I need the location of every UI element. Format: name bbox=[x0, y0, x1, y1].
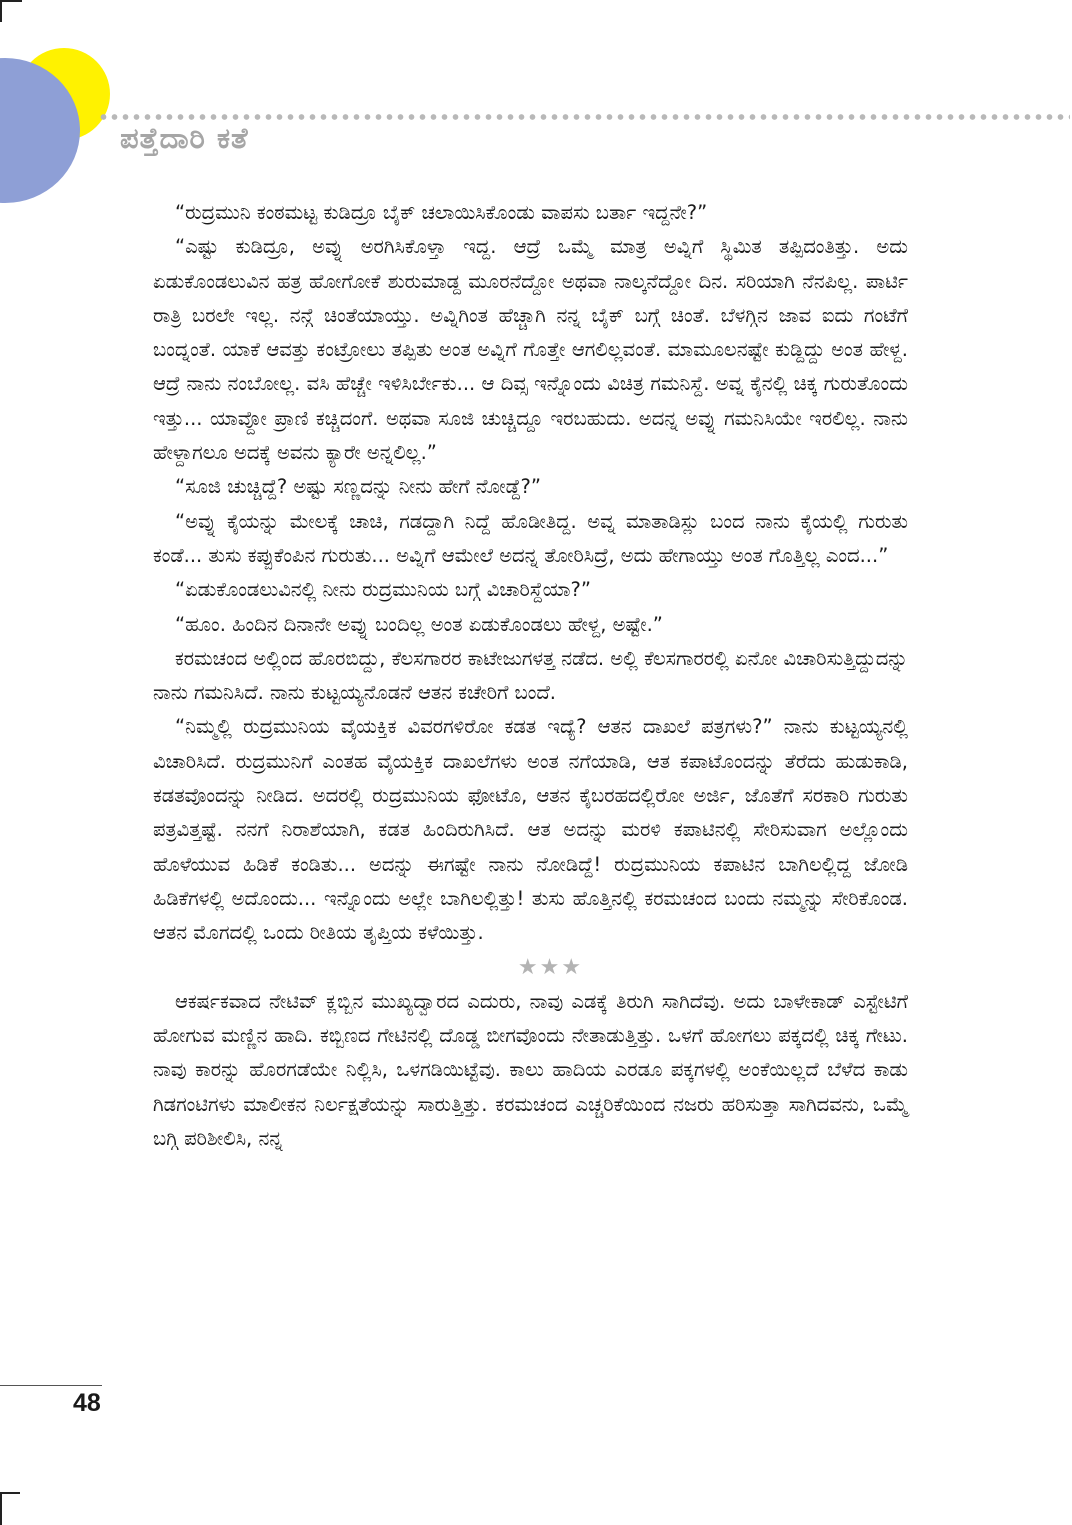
paragraph: “ರುದ್ರಮುನಿ ಕಂಠಮಟ್ಟ ಕುಡಿದ್ರೂ ಬೈಕ್ ಚಲಾಯಿಸಿಕೊಂಡು ವಾಪಸು ಬರ್ತಾ ಇದ್ದನೇ?” bbox=[175, 201, 708, 224]
paragraph: “ಏಡುಕೊಂಡಲುವಿನಲ್ಲಿ ನೀನು ರುದ್ರಮುನಿಯ ಬಗ್ಗೆ ವಿಚಾರಿಸ್ದೆಯಾ?” bbox=[175, 578, 591, 602]
section-separator-stars: ★★★ bbox=[517, 954, 584, 980]
crop-mark-top-left bbox=[0, 0, 2, 22]
paragraph: ಆಕರ್ಷಕವಾದ ನೇಟಿವ್ ಕ್ಲಬ್ಬಿನ ಮುಖ್ಯದ್ವಾರದ ಎದುರು, ನಾವು ಎಡಕ್ಕೆ ತಿರುಗಿ ಸಾಗಿದೆವು. ಅದು ಬಾಳೇಕಾಡ್ ಎಸ್ಟೇಟಿಗೆ ಹೋಗುವ ಮಣ್ಣಿನ ಹಾದಿ. ಕಬ್ಬಿಣದ ಗೇಟಿನಲ್ಲಿ ದೊಡ್ಡ ಬೀಗವೊಂದು ನೇತಾಡುತ್ತಿತ್ತು. ಒಳಗೆ ಹೋಗಲು ಪಕ್ಕದಲ್ಲಿ ಚಿಕ್ಕ ಗೇಟು. ನಾವು ಕಾರನ್ನು ಹೊರಗಡೆಯೇ ನಿಲ್ಲಿಸಿ, ಒಳಗಡಿಯಿಟ್ಟೆವು. ಕಾಲು ಹಾದಿಯ ಎರಡೂ ಪಕ್ಕಗಳಲ್ಲಿ ಅಂಕೆಯಿಲ್ಲದೆ ಬೆಳೆದ ಕಾಡು ಗಿಡಗಂಟಿಗಳು ಮಾಲೀಕನ ನಿರ್ಲಕ್ಷತೆಯನ್ನು ಸಾರುತ್ತಿತ್ತು. ಕರಮಚಂದ ಎಚ್ಚರಿಕೆಯಿಂದ ನಜರು ಹರಿಸುತ್ತಾ ಸಾಗಿದವನು, ಒಮ್ಮೆ ಬಗ್ಗಿ ಪರಿಶೀಲಿಸಿ, ನನ್ನ bbox=[153, 989, 908, 1151]
section-title: ಪತ್ತೆದಾರಿ ಕತೆ bbox=[120, 121, 249, 155]
paragraph: “ನಿಮ್ಮಲ್ಲಿ ರುದ್ರಮುನಿಯ ವೈಯಕ್ತಿಕ ವಿವರಗಳಿರೋ ಕಡತ ಇದ್ಯೆ? ಆತನ ದಾಖಲೆ ಪತ್ರಗಳು?” ನಾನು ಕುಟ್ಟಯ್ಯನಲ್ಲಿ ವಿಚಾರಿಸಿದೆ. ರುದ್ರಮುನಿಗೆ ಎಂತಹ ವೈಯಕ್ತಿಕ ದಾಖಲೆಗಳು ಅಂತ ನಗೆಯಾಡಿ, ಆತ ಕಪಾಟೊಂದನ್ನು ತೆರೆದು ಹುಡುಕಾಡಿ, ಕಡತವೊಂದನ್ನು ನೀಡಿದ. ಅದರಲ್ಲಿ ರುದ್ರಮುನಿಯ ಫೋಟೊ, ಆತನ ಕೈಬರಹದಲ್ಲಿರೋ ಅರ್ಜಿ, ಜೊತೆಗೆ ಸರಕಾರಿ ಗುರುತು ಪತ್ರವಿತ್ತಷ್ಟೆ. ನನಗೆ ನಿರಾಶೆಯಾಗಿ, ಕಡತ ಹಿಂದಿರುಗಿಸಿದೆ. ಆತ ಅದನ್ನು ಮರಳಿ ಕಪಾಟಿನಲ್ಲಿ ಸೇರಿಸುವಾಗ ಅಲ್ಲೊಂದು ಹೊಳೆಯುವ ಹಿಡಿಕೆ ಕಂಡಿತು... ಅದನ್ನು ಈಗಷ್ಟೇ ನಾನು ನೋಡಿದ್ದೆ! ರುದ್ರಮುನಿಯ ಕಪಾಟಿನ ಬಾಗಿಲಲ್ಲಿದ್ದ ಜೋಡಿ ಹಿಡಿಕೆಗಳಲ್ಲಿ ಅದೊಂದು... ಇನ್ನೊಂದು ಅಲ್ಲೇ ಬಾಗಿಲಲ್ಲಿತ್ತು! ತುಸು ಹೊತ್ತಿನಲ್ಲಿ ಕರಮಚಂದ ಬಂದು ನಮ್ಮನ್ನು ಸೇರಿಕೊಂಡ. ಆತನ ಮೊಗದಲ್ಲಿ ಒಂದು ರೀತಿಯ ತೃಪ್ತಿಯ ಕಳೆಯಿತ್ತು. bbox=[153, 715, 908, 945]
paragraph: “ಎಷ್ಟು ಕುಡಿದ್ರೂ, ಅವ್ನು ಅರಗಿಸಿಕೊಳ್ತಾ ಇದ್ದ. ಆದ್ರೆ ಒಮ್ಮೆ ಮಾತ್ರ ಅವ್ನಿಗೆ ಸ್ಥಿಮಿತ ತಪ್ಪಿದಂತಿತ್ತು. ಅದು ಏಡುಕೊಂಡಲುವಿನ ಹತ್ರ ಹೋಗೋಕೆ ಶುರುಮಾಡ್ದ ಮೂರನೆದ್ದೋ ಅಥವಾ ನಾಲ್ಕನೆದ್ದೋ ದಿನ. ಸರಿಯಾಗಿ ನೆನಪಿಲ್ಲ. ಪಾರ್ಟಿ ರಾತ್ರಿ ಬರಲೇ ಇಲ್ಲ. ನನ್ಗೆ ಚಿಂತೆಯಾಯ್ತು. ಅವ್ನಿಗಿಂತ ಹೆಚ್ಚಾಗಿ ನನ್ನ ಬೈಕ್ ಬಗ್ಗೆ ಚಿಂತೆ. ಬೆಳಗ್ಗಿನ ಜಾವ ಐದು ಗಂಟೆಗೆ ಬಂದ್ನಂತೆ. ಯಾಕೆ ಆವತ್ತು ಕಂಟ್ರೋಲು ತಪ್ಪಿತು ಅಂತ ಅವ್ನಿಗೆ ಗೊತ್ತೇ ಆಗಲಿಲ್ಲವಂತೆ. ಮಾಮೂಲನಷ್ಟೇ ಕುಡ್ದಿದ್ದು ಅಂತ ಹೇಳ್ದ. ಆದ್ರೆ ನಾನು ನಂಬೋಲ್ಲ. ವಸಿ ಹೆಚ್ಚೇ ಇಳಿಸಿರ್ಬೇಕು... ಆ ದಿವ್ಸ ಇನ್ನೊಂದು ವಿಚಿತ್ರ ಗಮನಿಸ್ದೆ. ಅವ್ನ ಕೈನಲ್ಲಿ ಚಿಕ್ಕ ಗುರುತೊಂದು ಇತ್ತು... ಯಾವ್ದೋ ಪ್ರಾಣಿ ಕಚ್ಚಿದಂಗೆ. ಅಥವಾ ಸೂಜಿ ಚುಚ್ಚಿದ್ದೂ ಇರಬಹುದು. ಅದನ್ನ ಅವ್ನು ಗಮನಿಸಿಯೇ ಇರಲಿಲ್ಲ. ನಾನು ಹೇಳ್ದಾಗಲೂ ಅದಕ್ಕೆ ಅವನು ಕ್ಯಾರೇ ಅನ್ನಲಿಲ್ಲ.” bbox=[153, 235, 908, 465]
dotted-header-rule bbox=[98, 113, 1070, 121]
crop-mark-bottom-left bbox=[0, 1492, 2, 1525]
article-body bbox=[153, 196, 908, 1156]
crop-mark-bottom-left-horizontal bbox=[0, 1492, 20, 1494]
paragraph: “ಸೂಜಿ ಚುಚ್ಚಿದ್ದೆ? ಅಷ್ಟು ಸಣ್ಣದನ್ನು ನೀನು ಹೇಗೆ ನೋಡ್ದೆ?” bbox=[175, 475, 542, 499]
paragraph: “ಹೂಂ. ಹಿಂದಿನ ದಿನಾನೇ ಅವ್ನು ಬಂದಿಲ್ಲ ಅಂತ ಏಡುಕೊಂಡಲು ಹೇಳ್ದ, ಅಷ್ಟೇ.” bbox=[175, 612, 663, 636]
paragraph: “ಅವ್ನು ಕೈಯನ್ನು ಮೇಲಕ್ಕೆ ಚಾಚಿ, ಗಡದ್ದಾಗಿ ನಿದ್ದೆ ಹೊಡೀತಿದ್ದ. ಅವ್ನ ಮಾತಾಡಿಸ್ಲು ಬಂದ ನಾನು ಕೈಯಲ್ಲಿ ಗುರುತು ಕಂಡೆ... ತುಸು ಕಪ್ಪುಕೆಂಪಿನ ಗುರುತು... ಅವ್ನಿಗೆ ಆಮೇಲೆ ಅದನ್ನ ತೋರಿಸಿದ್ರೆ, ಅದು ಹೇಗಾಯ್ತು ಅಂತ ಗೊತ್ತಿಲ್ಲ ಎಂದ...” bbox=[153, 509, 908, 567]
page-number-rule bbox=[0, 1385, 102, 1386]
page-number: 48 bbox=[73, 1389, 101, 1417]
paragraph: ಕರಮಚಂದ ಅಲ್ಲಿಂದ ಹೊರಬಿದ್ದು, ಕೆಲಸಗಾರರ ಕಾಟೇಜುಗಳತ್ತ ನಡೆದ. ಅಲ್ಲಿ ಕೆಲಸಗಾರರಲ್ಲಿ ಏನೋ ವಿಚಾರಿಸುತ್ತಿದ್ದುದನ್ನು ನಾನು ಗಮನಿಸಿದೆ. ನಾನು ಕುಟ್ಟಯ್ಯನೊಡನೆ ಆತನ ಕಚೇರಿಗೆ ಬಂದೆ. bbox=[153, 646, 908, 705]
crop-mark-top-left-horizontal bbox=[0, 0, 22, 2]
